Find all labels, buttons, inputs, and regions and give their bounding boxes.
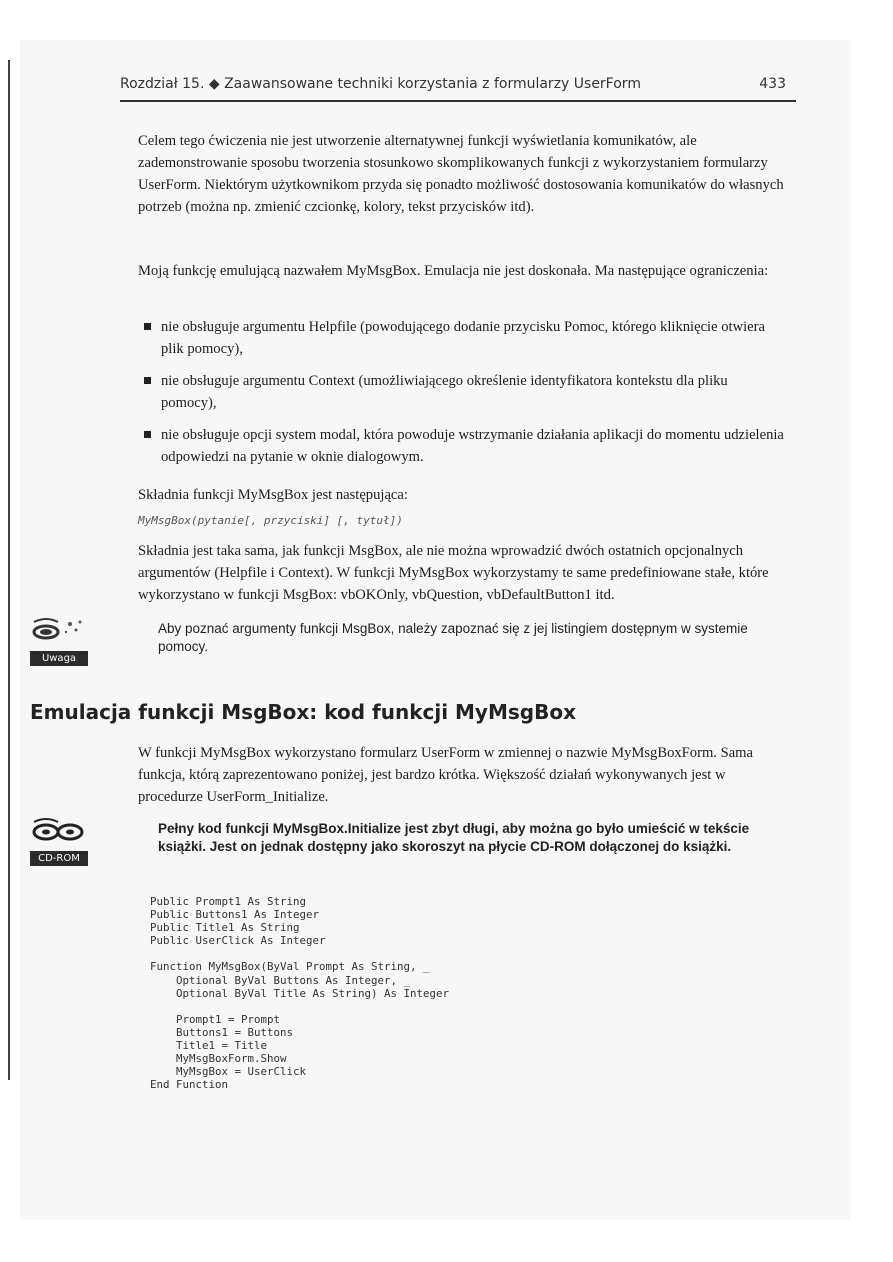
intro-paragraph-1 <box>138 130 788 218</box>
list-item <box>144 424 784 468</box>
running-header <box>120 72 796 102</box>
syntax-intro-text: Składnia funkcji MyMsgBox jest następująca: <box>138 487 408 503</box>
disc-icon <box>30 816 90 852</box>
bullet-square <box>144 323 151 330</box>
cdrom-icon <box>30 816 90 866</box>
syntax-description <box>138 540 788 606</box>
bullet-square <box>144 431 151 438</box>
intro-paragraph-2 <box>138 260 788 282</box>
section-heading: Emulacja funkcji MsgBox: kod funkcji MyMsgBox <box>30 700 576 724</box>
list-item <box>144 316 784 360</box>
bullet-square <box>144 377 151 384</box>
magnifier-icon <box>30 614 90 654</box>
chapter-title: Rozdział 15. ◆ Zaawansowane techniki korzystania z formularzy UserForm <box>120 76 641 92</box>
intro-text-1: Celem tego ćwiczenia nie jest utworzenie alternatywnej funkcji wyświetlania komunikatów, ale zademonstrowanie sposobu tworzenia stosunkowo skomplikowanych funkcji z wykorzystaniem formularzy UserForm. Niektórym użytkownikom przyda się ponadto możliwość dostosowania komunikatów do własnych potrzeb (można np. zmienić czcionkę, kolory, tekst przycisków itd). <box>138 133 784 215</box>
section-paragraph-text: W funkcji MyMsgBox wykorzystano formularz UserForm w zmiennej o nazwie MyMsgBoxForm. Sama funkcja, którą zaprezentowano poniżej, jest bardzo krótka. Większość działań wykonywanych jest w procedurze UserForm_Initialize. <box>138 745 754 805</box>
syntax-description-text: Składnia jest taka sama, jak funkcji MsgBox, ale nie można wprowadzić dwóch ostatnich opcjonalnych argumentów (Helpfile i Context). W funkcji MyMsgBox wykorzystamy te same predefiniowane stałe, które wykorzystano w funkcji MsgBox: vbOKOnly, vbQuestion, vbDefaultButton1 itd. <box>138 543 769 603</box>
list-item <box>144 370 784 414</box>
binding-edge <box>8 60 10 1080</box>
cdrom-text: Pełny kod funkcji MyMsgBox.Initialize jest zbyt długi, aby można go było umieścić w tekście książki. Jest on jednak dostępny jako skoroszyt na płycie CD-ROM dołączonej do książki. <box>158 821 750 854</box>
note-badge: Uwaga <box>30 651 88 666</box>
cdrom-badge: CD-ROM <box>30 851 88 866</box>
syntax-intro <box>138 484 788 506</box>
limitations-list <box>144 316 784 478</box>
list-item-text: nie obsługuje argumentu Context (umożliwiającego określenie identyfikatora kontekstu dla pliku pomocy), <box>161 373 728 411</box>
note-icon <box>30 614 90 666</box>
syntax-text: MyMsgBox(pytanie[, przyciski] [, tytuł]) <box>138 514 403 527</box>
page-number: 433 <box>759 76 786 92</box>
section-paragraph <box>138 742 788 808</box>
syntax-line <box>138 514 403 527</box>
list-item-text: nie obsługuje opcji system modal, która powoduje wstrzymanie działania aplikacji do momentu udzielenia odpowiedzi na pytanie w oknie dialogowym. <box>161 427 784 465</box>
list-item-text: nie obsługuje argumentu Helpfile (powodującego dodanie przycisku Pomoc, którego kliknięcie otwiera plik pomocy), <box>161 319 765 357</box>
intro-text-2: Moją funkcję emulującą nazwałem MyMsgBox. Emulacja nie jest doskonała. Ma następujące ograniczenia: <box>138 263 769 279</box>
code-listing: Public Prompt1 As String Public Buttons1 As Integer Public Title1 As String Public UserClick As Integer Function MyMsgBox(ByVal Prompt As String, _ Optional ByVal Buttons As Integer, _ Optional ByVal Title As String) As Integer Prompt1 = Prompt Buttons1 = Buttons Title1 = Title MyMsgBoxForm.Show MyMsgBox = UserClick End Function <box>150 895 450 1092</box>
note-text: Aby poznać argumenty funkcji MsgBox, należy zapoznać się z jej listingiem dostępnym w systemie pomocy. <box>158 621 748 654</box>
